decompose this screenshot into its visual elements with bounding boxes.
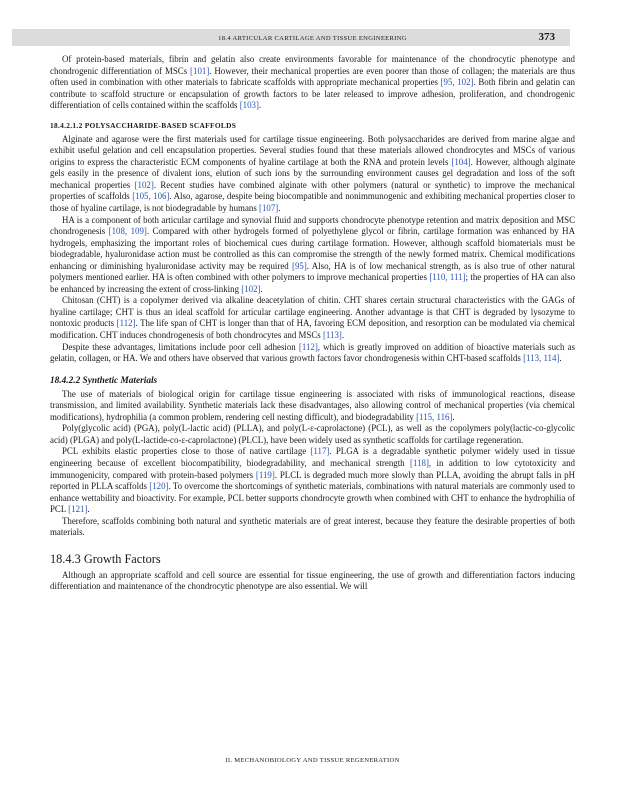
paragraph: Despite these advantages, limitations include poor cell adhesion [112], which is greatly improved on addition of bioactive materials such as gelatin, collagen, or HA. We and others have observed that various growth factors favor chondrogenesis within CHT-based scaffolds [113, 114]. [50,341,575,364]
paragraph: PCL exhibits elastic properties close to those of native cartilage [117]. PLGA is a degradable synthetic polymer widely used in tissue engineering because of excellent biocompatibility, biodegradability, and mechanical strength [118], in addition to low cytotoxicity and immunogenicity, compared with protein-based polymers [119]. PLCL is degraded much more slowly than PLLA, avoiding the abrupt falls in pH reported in PLLA scaffolds [120]. To overcome the shortcomings of synthetic materials, combinations with natural materials are commonly used to enhance wettability and bioactivity. For example, PCL better supports chondrocyte growth when combined with CHT to enhance the hydrophilia of PCL [121]. [50,446,575,515]
paragraph: Alginate and agarose were the first materials used for cartilage tissue engineering. Both polysaccharides are derived from marine algae and exhibit useful gelation and cell encapsulation properties. Several studies found that these materials allowed chondrocytes and MSCs of various origins to express the characteristic ECM components of hyaline cartilage at both the RNA and protein levels [104]. However, although alginate gels easily in the presence of divalent ions, elution of such ions by the surrounding environment causes gel degradation and loss of the soft mechanical properties [102]. Recent studies have combined alginate with other polymers (natural or synthetic) to improve the mechanical properties of scaffolds [105, 106]. Also, agarose, despite being biocompatible and nonimmunogenic and exhibiting mechanical properties closer to those of hyaline cartilage, is not biodegradable by humans [107]. [50,133,575,214]
citation-link[interactable]: [110, 111] [429,272,466,283]
section-heading: 18.4.2.1.2 POLYSACCHARIDE-BASED SCAFFOLDS [50,120,237,130]
citation-link[interactable]: [103] [239,100,259,111]
citation-link[interactable]: [101] [190,65,210,76]
paragraph: HA is a component of both articular cartilage and synovial fluid and supports chondrocyte phenotype retention and matrix deposition and MSC chondrogenesis [108, 109]. Compared with other hydrogels formed of polyethylene glycol or fibrin, cartilage formation was enhanced by HA hydrogels, emphasizing the important roles of biochemical cues during cartilage formation. However, although scaffold biomaterials must be biodegradable, hyaluronidase action must be controlled as this can compromise the strength of the newly formed matrix. Chemical modifications enhancing or diminishing hyaluronidase activity may be required [95]. Also, HA is of low mechanical strength, as is also true of other natural polymers mentioned earlier. HA is often combined with other polymers to improve mechanical properties [110, 111]; the properties of HA can also be enhanced by increasing the extent of cross-linking [102]. [50,214,576,294]
citation-link[interactable]: [95, 102] [440,77,474,88]
citation-link[interactable]: [112] [116,318,136,329]
citation-link[interactable]: [95] [291,260,307,271]
citation-link[interactable]: [117] [310,446,330,457]
page-number: 373 [538,31,555,43]
body-text [50,54,575,593]
section-heading: 18.4.3 Growth Factors [50,551,161,566]
page-footer: II. MECHANOBIOLOGY AND TISSUE REGENERATION [225,757,400,764]
citation-link[interactable]: [121] [68,504,88,515]
citation-link[interactable]: [102] [134,179,154,190]
paragraph: Chitosan (CHT) is a copolymer derived via alkaline deacetylation of chitin. CHT shares certain structural characteristics with the GAGs of hyaline cartilage; CHT is thus an ideal scaffold for articular cartilage engineering. Another advantage is that CHT is degraded by lysozyme to nontoxic products [112]. The life span of CHT is longer than that of HA, favoring ECM deposition, and resorption can be modulated via chemical modification. CHT induces chondrogenesis of both chondrocytes and MSCs [113]. [50,295,575,341]
citation-link[interactable]: [107] [259,203,279,214]
citation-link[interactable]: [112] [298,341,318,352]
citation-link[interactable]: [108, 109] [108,226,147,237]
citation-link[interactable]: [105, 106] [132,191,170,202]
citation-link[interactable]: [113, 114] [523,353,560,364]
citation-link[interactable]: [102] [241,283,261,294]
citation-link[interactable]: [119] [255,469,275,480]
running-head: 18.4 ARTICULAR CARTILAGE AND TISSUE ENGINEERING [218,35,407,42]
section-heading: 18.4.2.2 Synthetic Materials [50,375,158,386]
paragraph: Poly(glycolic acid) (PGA), poly(L-lactic acid) (PLLA), and poly(L-ε-caprolactone) (PCL), as well as the copolymers poly(lactic-co-glycolic acid) (PLGA) and poly(L-lactide-co-ε-caprolactone) (PLCL), have been widely used as synthetic scaffolds for cartilage regeneration. [50,423,575,445]
citation-link[interactable]: [104] [451,156,471,167]
paragraph: Although an appropriate scaffold and cell source are essential for tissue engineering, the use of growth and differentiation factors inducing differentiation and maintenance of the chondrocytic phenotype are also essential. We will [50,569,575,592]
paragraph: Therefore, scaffolds combining both natural and synthetic materials are of great interest, because they feature the desirable properties of both materials. [50,515,575,538]
citation-link[interactable]: [113] [322,330,342,341]
paragraph: Of protein-based materials, fibrin and gelatin also create environments favorable for maintenance of the chondrocytic phenotype and chondrogenic differentiation of MSCs [101]. However, their mechanical properties are even poorer than those of collagen; the materials are thus often used in combination with other materials to fabricate scaffolds with appropriate mechanical properties [95, 102]. Both fibrin and gelatin can contribute to scaffold structure or encapsulation of growth factors to be later released to improve adhesion, proliferation, and chondrogenic differentiation of cells contained within the scaffolds [103]. [50,54,576,111]
citation-link[interactable]: [120] [149,481,169,492]
paragraph: The use of materials of biological origin for cartilage tissue engineering is associated with risks of immunological reactions, disease transmission, and limited availability. Synthetic materials lack these disadvantages, also allowing control of mechanical properties (via chemical modifications), hydrophilia (a common problem, rendering cell nesting difficult), and biodegradability [115, 116]. [50,388,575,422]
citation-link[interactable]: [115, 116] [416,411,453,422]
citation-link[interactable]: [118] [410,457,429,468]
